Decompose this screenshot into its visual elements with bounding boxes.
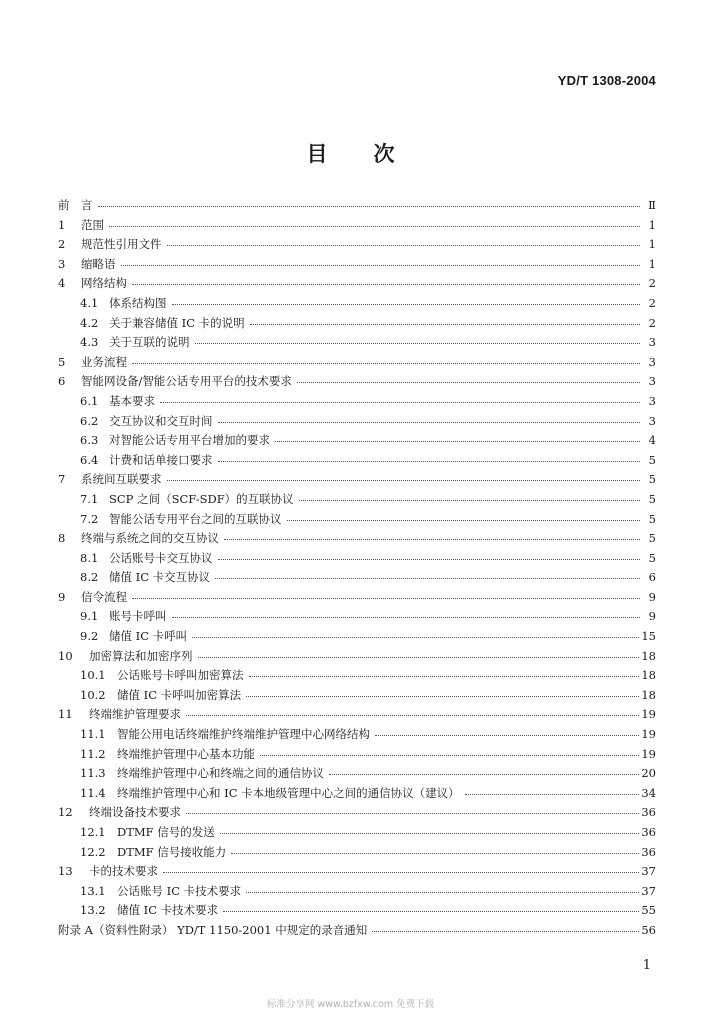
toc-entry-title: 公话账号卡交互协议 [109,550,213,565]
standard-code: YD/T 1308-2004 [557,73,656,88]
toc-leader-dots [249,664,640,677]
toc-entry-number: 6.1 [80,393,99,408]
toc-entry-page: 1 [648,237,656,252]
toc-leader-dots [218,410,641,423]
toc-leader-dots [215,566,640,579]
toc-entry-number: 6 [58,374,66,389]
toc-entry-page: 18 [641,648,656,663]
toc-leader-dots [223,899,639,912]
toc-leader-dots [195,331,641,344]
toc-entry-title: 言 [81,198,93,212]
toc-entry-page: 5 [648,472,656,487]
toc-entry-number: 13.2 [80,903,106,918]
toc-leader-dots [375,723,639,736]
toc-leader-dots [186,801,639,814]
toc-entry-title: 基本要求 [109,393,155,408]
toc-entry-number: 6.2 [80,413,99,428]
toc-entry-number: 9.2 [80,629,99,644]
toc-entry-title: 智能公用电话终端维护终端维护管理中心网络结构 [117,727,370,742]
toc-entry-page: 15 [641,629,656,644]
toc-entry-number: 12.1 [80,825,106,839]
toc-entry-title: 智能公话专用平台之间的互联协议 [109,511,282,526]
toc-leader-dots [299,488,640,501]
toc-entry-number: 10.1 [80,668,106,683]
toc-entry-number: 7 [58,472,66,487]
toc-leader-dots [287,508,641,521]
toc-entry-page: 36 [641,844,656,859]
toc-entry-number: 4.3 [80,335,99,350]
toc-entry-title: 范围 [81,217,104,232]
toc-entry-number: 12 [58,805,73,820]
toc-entry-number: 4 [58,276,66,291]
toc-entry-title: 储值 IC 卡呼叫加密算法 [117,687,242,702]
toc-leader-dots [98,194,641,207]
toc-entry-page: 5 [648,511,656,526]
toc-entry-page: 36 [641,825,656,839]
toc-entry-page: 2 [648,315,656,330]
toc-entry-page: 37 [641,864,656,879]
toc-leader-dots [121,253,641,266]
toc-entry-page: 19 [641,727,656,742]
toc-entry-number: 11 [58,707,73,722]
toc-leader-dots [260,743,639,756]
toc-entry-title: 储值 IC 卡技术要求 [117,903,219,918]
toc-entry-title: 公话账号卡呼叫加密算法 [117,668,244,683]
toc-entry-page: 56 [641,922,656,937]
toc-leader-dots [132,586,640,599]
toc-entry-page: 1 [648,256,656,271]
toc-entry-page: 3 [648,335,656,350]
toc-entry-title: 卡的技术要求 [89,864,158,879]
toc-entry-page: 5 [648,550,656,565]
page-number: 1 [642,958,651,973]
toc-entry-page: 2 [648,276,656,291]
toc-entry-page: 4 [648,433,656,448]
toc-leader-dots [465,782,640,795]
toc-leader-dots [246,684,639,697]
toc-entry-title: DTMF 信号的发送 [117,825,215,839]
toc-entry-number: 7.2 [80,511,99,526]
toc-leader-dots [198,645,640,658]
toc-entry-title: 业务流程 [81,354,127,369]
page-title-char-2: 次 [373,142,395,166]
toc-entry-page: 9 [648,609,656,624]
toc-entry-number: 6.3 [80,433,99,448]
toc-entry-number: 12.2 [80,844,106,859]
toc-leader-dots [172,605,641,618]
toc-entry-number: 13.1 [80,883,106,898]
toc-entry-number: 10 [58,648,73,663]
toc-leader-dots [186,703,639,716]
toc-entry-number: 11.4 [80,785,106,800]
toc-entry-number: 11.3 [80,766,106,781]
toc-entry-page: 6 [648,570,656,585]
toc-entry-page: 3 [648,374,656,389]
toc-entry-title: 体系结构图 [109,295,167,310]
toc-entry-page: 3 [648,393,656,408]
toc-leader-dots [109,214,640,227]
toc-entry-page: 5 [648,531,656,546]
toc-entry-title: 储值 IC 卡呼叫 [109,629,188,644]
toc-entry-page: 18 [641,687,656,702]
toc-leader-dots [218,449,641,462]
toc-entry-page: 5 [648,452,656,467]
toc-entry-title: 计费和话单接口要求 [109,452,213,467]
toc-entry-page: 18 [641,668,656,683]
toc-leader-dots [297,370,640,383]
toc-leader-dots [246,880,639,893]
toc-leader-dots [172,292,641,305]
toc-entry-title: 账号卡呼叫 [109,609,167,624]
toc-entry[interactable] [58,921,656,941]
toc-entry-title: DTMF 信号接收能力 [117,844,227,859]
table-of-contents [58,196,656,941]
watermark: 标准分享网 www.bzfxw.com 免费下载 [266,999,435,1010]
toc-entry-page: 37 [641,883,656,898]
toc-entry-number: 前 [58,198,70,212]
toc-entry-title: 附录 A（资料性附录） YD/T 1150-2001 中规定的录音通知 [58,922,368,937]
toc-entry-title: 加密算法和加密序列 [89,648,193,663]
toc-entry-number: 5 [58,354,66,369]
toc-leader-dots [132,351,640,364]
toc-entry-number: 13 [58,864,73,879]
toc-entry-number: 4.2 [80,315,99,330]
toc-entry-number: 9 [58,589,66,604]
toc-entry-title: 终端维护管理中心基本功能 [117,746,255,761]
toc-entry-title: 缩略语 [81,256,116,271]
toc-leader-dots [231,841,639,854]
toc-entry-page: 3 [648,354,656,369]
toc-entry-title: 网络结构 [81,276,127,291]
toc-entry-number: 9.1 [80,609,99,624]
toc-entry-page: 36 [641,805,656,820]
toc-entry-title: 智能网设备/智能公话专用平台的技术要求 [81,374,292,389]
toc-entry-page: 9 [648,589,656,604]
toc-entry-title: 终端维护管理要求 [89,707,181,722]
toc-leader-dots [250,312,640,325]
page-title [0,138,701,168]
toc-entry-page: 20 [641,766,656,781]
toc-leader-dots [224,527,640,540]
toc-entry-page: 2 [648,295,656,310]
toc-entry-title: 对智能公话专用平台增加的要求 [109,433,270,448]
toc-entry-number: 8 [58,531,66,546]
toc-entry-title: 终端维护管理中心和 IC 卡本地级管理中心之间的通信协议（建议） [117,785,460,800]
toc-leader-dots [167,233,641,246]
toc-entry-page: 5 [648,491,656,506]
toc-entry-title: 交互协议和交互时间 [109,413,213,428]
toc-entry-title: 信令流程 [81,589,127,604]
toc-entry-page: 19 [641,746,656,761]
toc-entry-number: 3 [58,256,66,271]
toc-entry-number: 2 [58,237,66,252]
toc-entry-page: 1 [648,217,656,232]
toc-entry-title: 公话账号 IC 卡技术要求 [117,883,242,898]
toc-entry-title: 系统间互联要求 [81,472,162,487]
toc-entry-page: 34 [641,785,656,800]
toc-entry-title: 规范性引用文件 [81,237,162,252]
toc-entry-title: 关于互联的说明 [109,335,190,350]
toc-leader-dots [220,821,640,834]
toc-entry-page: 3 [648,413,656,428]
toc-entry-number: 1 [58,217,66,232]
toc-entry-number: 11.2 [80,746,106,761]
toc-entry-number: 8.2 [80,570,99,585]
toc-leader-dots [275,429,640,442]
toc-leader-dots [132,272,640,285]
toc-entry-number: 10.2 [80,687,106,702]
toc-entry-page: 55 [641,903,656,918]
toc-entry-number: 7.1 [80,491,99,506]
toc-entry-title: 储值 IC 卡交互协议 [109,570,211,585]
toc-entry-page: 19 [641,707,656,722]
toc-entry-title: 终端维护管理中心和终端之间的通信协议 [117,766,324,781]
toc-entry-title: 终端与系统之间的交互协议 [81,531,219,546]
toc-leader-dots [218,547,641,560]
toc-entry-number: 11.1 [80,727,106,742]
toc-entry-title: SCP 之间（SCF-SDF）的互联协议 [109,491,294,506]
toc-entry-page: Ⅱ [648,198,656,212]
toc-leader-dots [372,919,639,932]
toc-entry-number: 6.4 [80,452,99,467]
page-title-char-1: 目 [306,142,328,166]
toc-leader-dots [163,860,639,873]
toc-leader-dots [329,762,639,775]
toc-entry-title: 关于兼容储值 IC 卡的说明 [109,315,245,330]
toc-leader-dots [160,390,640,403]
toc-entry-number: 4.1 [80,295,99,310]
toc-leader-dots [192,625,639,638]
toc-leader-dots [167,468,641,481]
toc-entry-title: 终端设备技术要求 [89,805,181,820]
toc-entry-number: 8.1 [80,550,99,565]
